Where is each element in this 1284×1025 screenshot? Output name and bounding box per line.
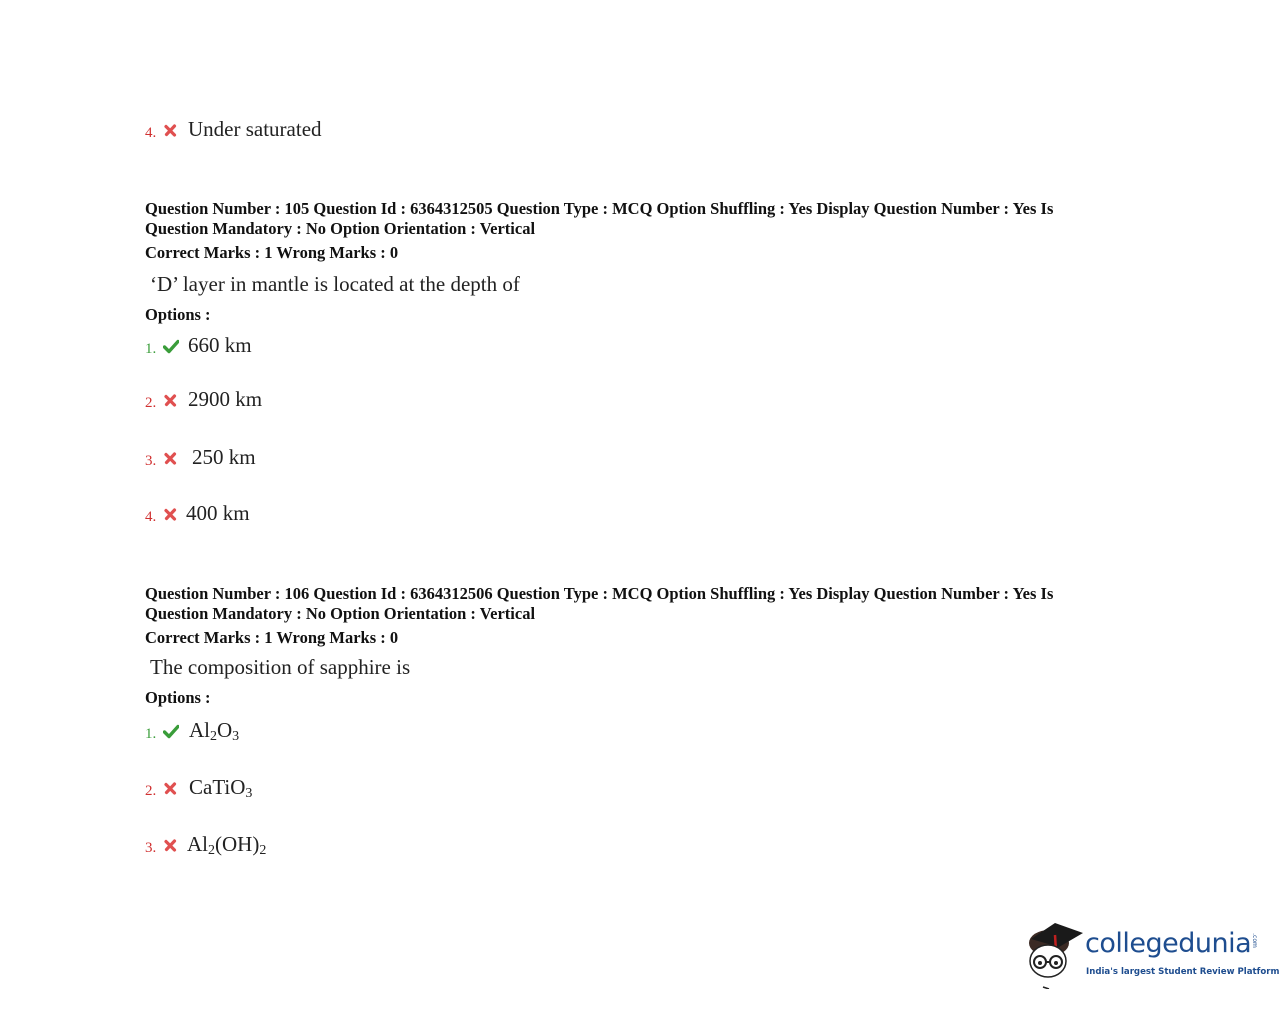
collegedunia-logo[interactable] bbox=[1025, 915, 1280, 995]
option-text: Under saturated bbox=[188, 117, 322, 141]
cross-icon bbox=[163, 837, 179, 853]
option-number: 3. bbox=[145, 840, 157, 856]
option-text: 2900 km bbox=[188, 387, 263, 411]
option-number: 1. bbox=[145, 341, 157, 357]
option-number: 4. bbox=[145, 509, 157, 525]
logo-suffix: .com bbox=[1250, 933, 1258, 948]
question-stem: The composition of sapphire is bbox=[150, 655, 411, 679]
question-meta bbox=[145, 199, 1125, 263]
option-formula: CaTiO$_3$ bbox=[189, 775, 253, 801]
option-number: 1. bbox=[145, 726, 157, 742]
question-stem: ‘D’ layer in mantle is located at the depth of bbox=[150, 272, 520, 296]
option-text: 400 km bbox=[186, 501, 250, 525]
checkmark-icon bbox=[163, 338, 179, 354]
cross-icon bbox=[163, 506, 179, 522]
option-text: 250 km bbox=[192, 445, 256, 469]
cross-icon bbox=[163, 780, 179, 796]
option-number: 2. bbox=[145, 783, 157, 799]
question-meta-line: Question Number : 106 Question Id : 6364312506 Question Type : MCQ Option Shuffling : Yes Display Question Number : Yes Is bbox=[145, 584, 1054, 603]
question-meta-line: Question Number : 105 Question Id : 6364312505 Question Type : MCQ Option Shuffling : Yes Display Question Number : Yes Is bbox=[145, 199, 1054, 218]
options-label: Options : bbox=[145, 305, 211, 324]
logo-wordmark: collegedunia bbox=[1085, 928, 1252, 959]
cross-icon bbox=[163, 392, 179, 408]
cross-icon bbox=[163, 122, 179, 138]
option-formula: $Al_2O_3$ bbox=[189, 718, 240, 744]
option-number: 4. bbox=[145, 125, 157, 141]
question-marks: Correct Marks : 1 Wrong Marks : 0 bbox=[145, 243, 399, 262]
option-number: 2. bbox=[145, 395, 157, 411]
question-marks: Correct Marks : 1 Wrong Marks : 0 bbox=[145, 628, 399, 647]
question-meta bbox=[145, 584, 1125, 648]
option-formula: $Al_2(OH)_2$ bbox=[187, 832, 267, 858]
logo-tagline: India's largest Student Review Platform bbox=[1086, 967, 1280, 977]
mascot-icon bbox=[1025, 917, 1087, 989]
options-label: Options : bbox=[145, 688, 211, 707]
checkmark-icon bbox=[163, 723, 179, 739]
question-meta-line: Question Mandatory : No Option Orientation : Vertical bbox=[145, 219, 536, 238]
option-number: 3. bbox=[145, 453, 157, 469]
option-text: 660 km bbox=[188, 333, 252, 357]
cross-icon bbox=[163, 450, 179, 466]
question-meta-line: Question Mandatory : No Option Orientation : Vertical bbox=[145, 604, 536, 623]
